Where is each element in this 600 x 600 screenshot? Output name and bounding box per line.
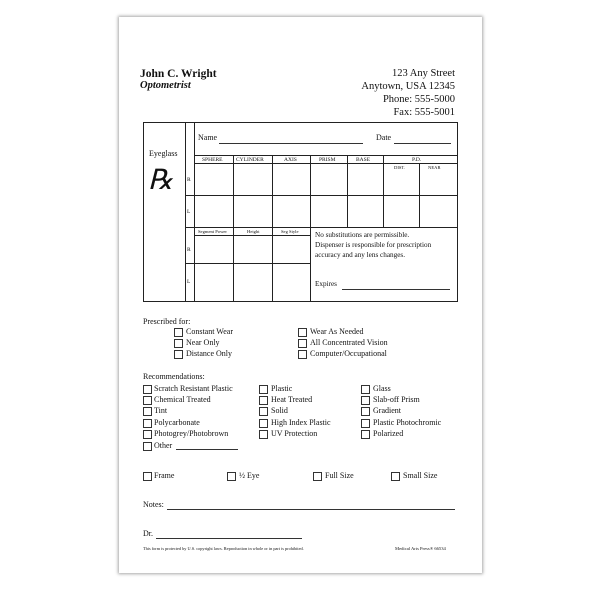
- tint-label: Tint: [154, 406, 168, 415]
- notice-line-2: Dispenser is responsible for prescription: [315, 241, 432, 249]
- date-field[interactable]: [394, 143, 451, 144]
- half-eye-checkbox[interactable]: [227, 472, 236, 481]
- polycarbonate-checkbox[interactable]: [143, 419, 152, 428]
- uv-protection-label: UV Protection: [271, 429, 318, 438]
- solid-label: Solid: [271, 406, 288, 415]
- near-only-checkbox[interactable]: [174, 339, 183, 348]
- col-sphere: SPHERE: [202, 157, 223, 163]
- row-l-lower: L: [187, 279, 191, 285]
- high-index-plastic-checkbox[interactable]: [259, 419, 268, 428]
- photogrey-photobrown-checkbox[interactable]: [143, 430, 152, 439]
- prescribed-for-heading: Prescribed for:: [143, 317, 191, 326]
- col-cylinder: CYLINDER: [236, 157, 264, 163]
- col-segment-power: Segment Power: [198, 229, 227, 234]
- col-pd-near: NEAR: [428, 165, 441, 170]
- gradient-checkbox[interactable]: [361, 407, 370, 416]
- wear-as-needed-label: Wear As Needed: [310, 327, 364, 336]
- all-concentrated-vision-checkbox[interactable]: [298, 339, 307, 348]
- glass-checkbox[interactable]: [361, 385, 370, 394]
- computer-occupational-label: Computer/Occupational: [310, 349, 387, 358]
- notice-line-1: No substitutions are permissible.: [315, 231, 410, 239]
- row-r-lower: R: [187, 247, 191, 253]
- full-size-checkbox[interactable]: [313, 472, 322, 481]
- other-label: Other: [154, 441, 173, 450]
- tint-checkbox[interactable]: [143, 407, 152, 416]
- copyright-notice: This form is protected by U.S. copyright laws. Reproduction in whole or in part is prohibited.: [143, 546, 304, 551]
- address-city: Anytown, USA 12345: [361, 81, 455, 92]
- solid-checkbox[interactable]: [259, 407, 268, 416]
- rx-grid: [143, 122, 458, 302]
- prescription-form: [119, 17, 482, 573]
- plastic-photochromic-checkbox[interactable]: [361, 419, 370, 428]
- constant-wear-label: Constant Wear: [186, 327, 233, 336]
- polycarbonate-label: Polycarbonate: [154, 418, 200, 427]
- polarized-checkbox[interactable]: [361, 430, 370, 439]
- address-fax: Fax: 555-5001: [393, 107, 455, 118]
- small-size-checkbox[interactable]: [391, 472, 400, 481]
- chemical-treated-checkbox[interactable]: [143, 396, 152, 405]
- other-field[interactable]: [176, 449, 238, 450]
- frame-checkbox[interactable]: [143, 472, 152, 481]
- doctor-title: Optometrist: [140, 80, 191, 91]
- notes-field[interactable]: [167, 509, 455, 510]
- frame-label: Frame: [154, 471, 175, 480]
- small-size-label: Small Size: [403, 471, 438, 480]
- doctor-name: John C. Wright: [140, 68, 217, 80]
- heat-treated-label: Heat Treated: [271, 395, 313, 404]
- polarized-label: Polarized: [373, 429, 404, 438]
- col-pd: P.D.: [412, 157, 422, 163]
- recommendations-heading: Recommendations:: [143, 372, 205, 381]
- full-size-label: Full Size: [325, 471, 354, 480]
- half-eye-label: ½ Eye: [239, 471, 260, 480]
- col-height: Height: [247, 229, 260, 234]
- signature-line[interactable]: [156, 538, 302, 539]
- name-label: Name: [198, 133, 218, 142]
- row-l-upper: L: [187, 209, 191, 215]
- publisher-mark: Medical Arts Press® 66534: [395, 546, 446, 551]
- dr-label: Dr.: [143, 529, 153, 538]
- plastic-label: Plastic: [271, 384, 293, 393]
- address-phone: Phone: 555-5000: [382, 94, 455, 105]
- col-prism: PRISM: [319, 157, 336, 163]
- high-index-plastic-label: High Index Plastic: [271, 418, 331, 427]
- expires-label: Expires: [315, 280, 337, 288]
- distance-only-checkbox[interactable]: [174, 350, 183, 359]
- expires-field[interactable]: [342, 289, 450, 290]
- computer-occupational-checkbox[interactable]: [298, 350, 307, 359]
- notice-line-3: accuracy and any lens changes.: [315, 251, 405, 259]
- scratch-resistant-plastic-label: Scratch Resistant Plastic: [154, 384, 233, 393]
- all-concentrated-vision-label: All Concentrated Vision: [310, 338, 388, 347]
- scratch-resistant-plastic-checkbox[interactable]: [143, 385, 152, 394]
- wear-as-needed-checkbox[interactable]: [298, 328, 307, 337]
- chemical-treated-label: Chemical Treated: [154, 395, 211, 404]
- rx-symbol: ℞: [148, 165, 174, 196]
- name-field[interactable]: [219, 143, 363, 144]
- near-only-label: Near Only: [186, 338, 220, 347]
- constant-wear-checkbox[interactable]: [174, 328, 183, 337]
- glass-label: Glass: [373, 384, 391, 393]
- col-pd-dist: DIST.: [394, 165, 406, 170]
- heat-treated-checkbox[interactable]: [259, 396, 268, 405]
- row-r-upper: R: [187, 177, 191, 183]
- slab-off-prism-checkbox[interactable]: [361, 396, 370, 405]
- col-base: BASE: [356, 157, 371, 163]
- substitution-notice: [315, 230, 431, 260]
- gradient-label: Gradient: [373, 406, 401, 415]
- slab-off-prism-label: Slab-off Prism: [373, 395, 420, 404]
- eyeglass-label: Eyeglass: [149, 149, 178, 158]
- other-checkbox[interactable]: [143, 442, 152, 451]
- photogrey-photobrown-label: Photogrey/Photobrown: [154, 429, 229, 438]
- col-axis: AXIS: [284, 157, 297, 163]
- address-street: 123 Any Street: [392, 68, 455, 79]
- uv-protection-checkbox[interactable]: [259, 430, 268, 439]
- notes-label: Notes:: [143, 500, 164, 509]
- plastic-photochromic-label: Plastic Photochromic: [373, 418, 442, 427]
- date-label: Date: [376, 133, 392, 142]
- distance-only-label: Distance Only: [186, 349, 232, 358]
- plastic-checkbox[interactable]: [259, 385, 268, 394]
- col-seg-style: Seg Style: [281, 229, 299, 234]
